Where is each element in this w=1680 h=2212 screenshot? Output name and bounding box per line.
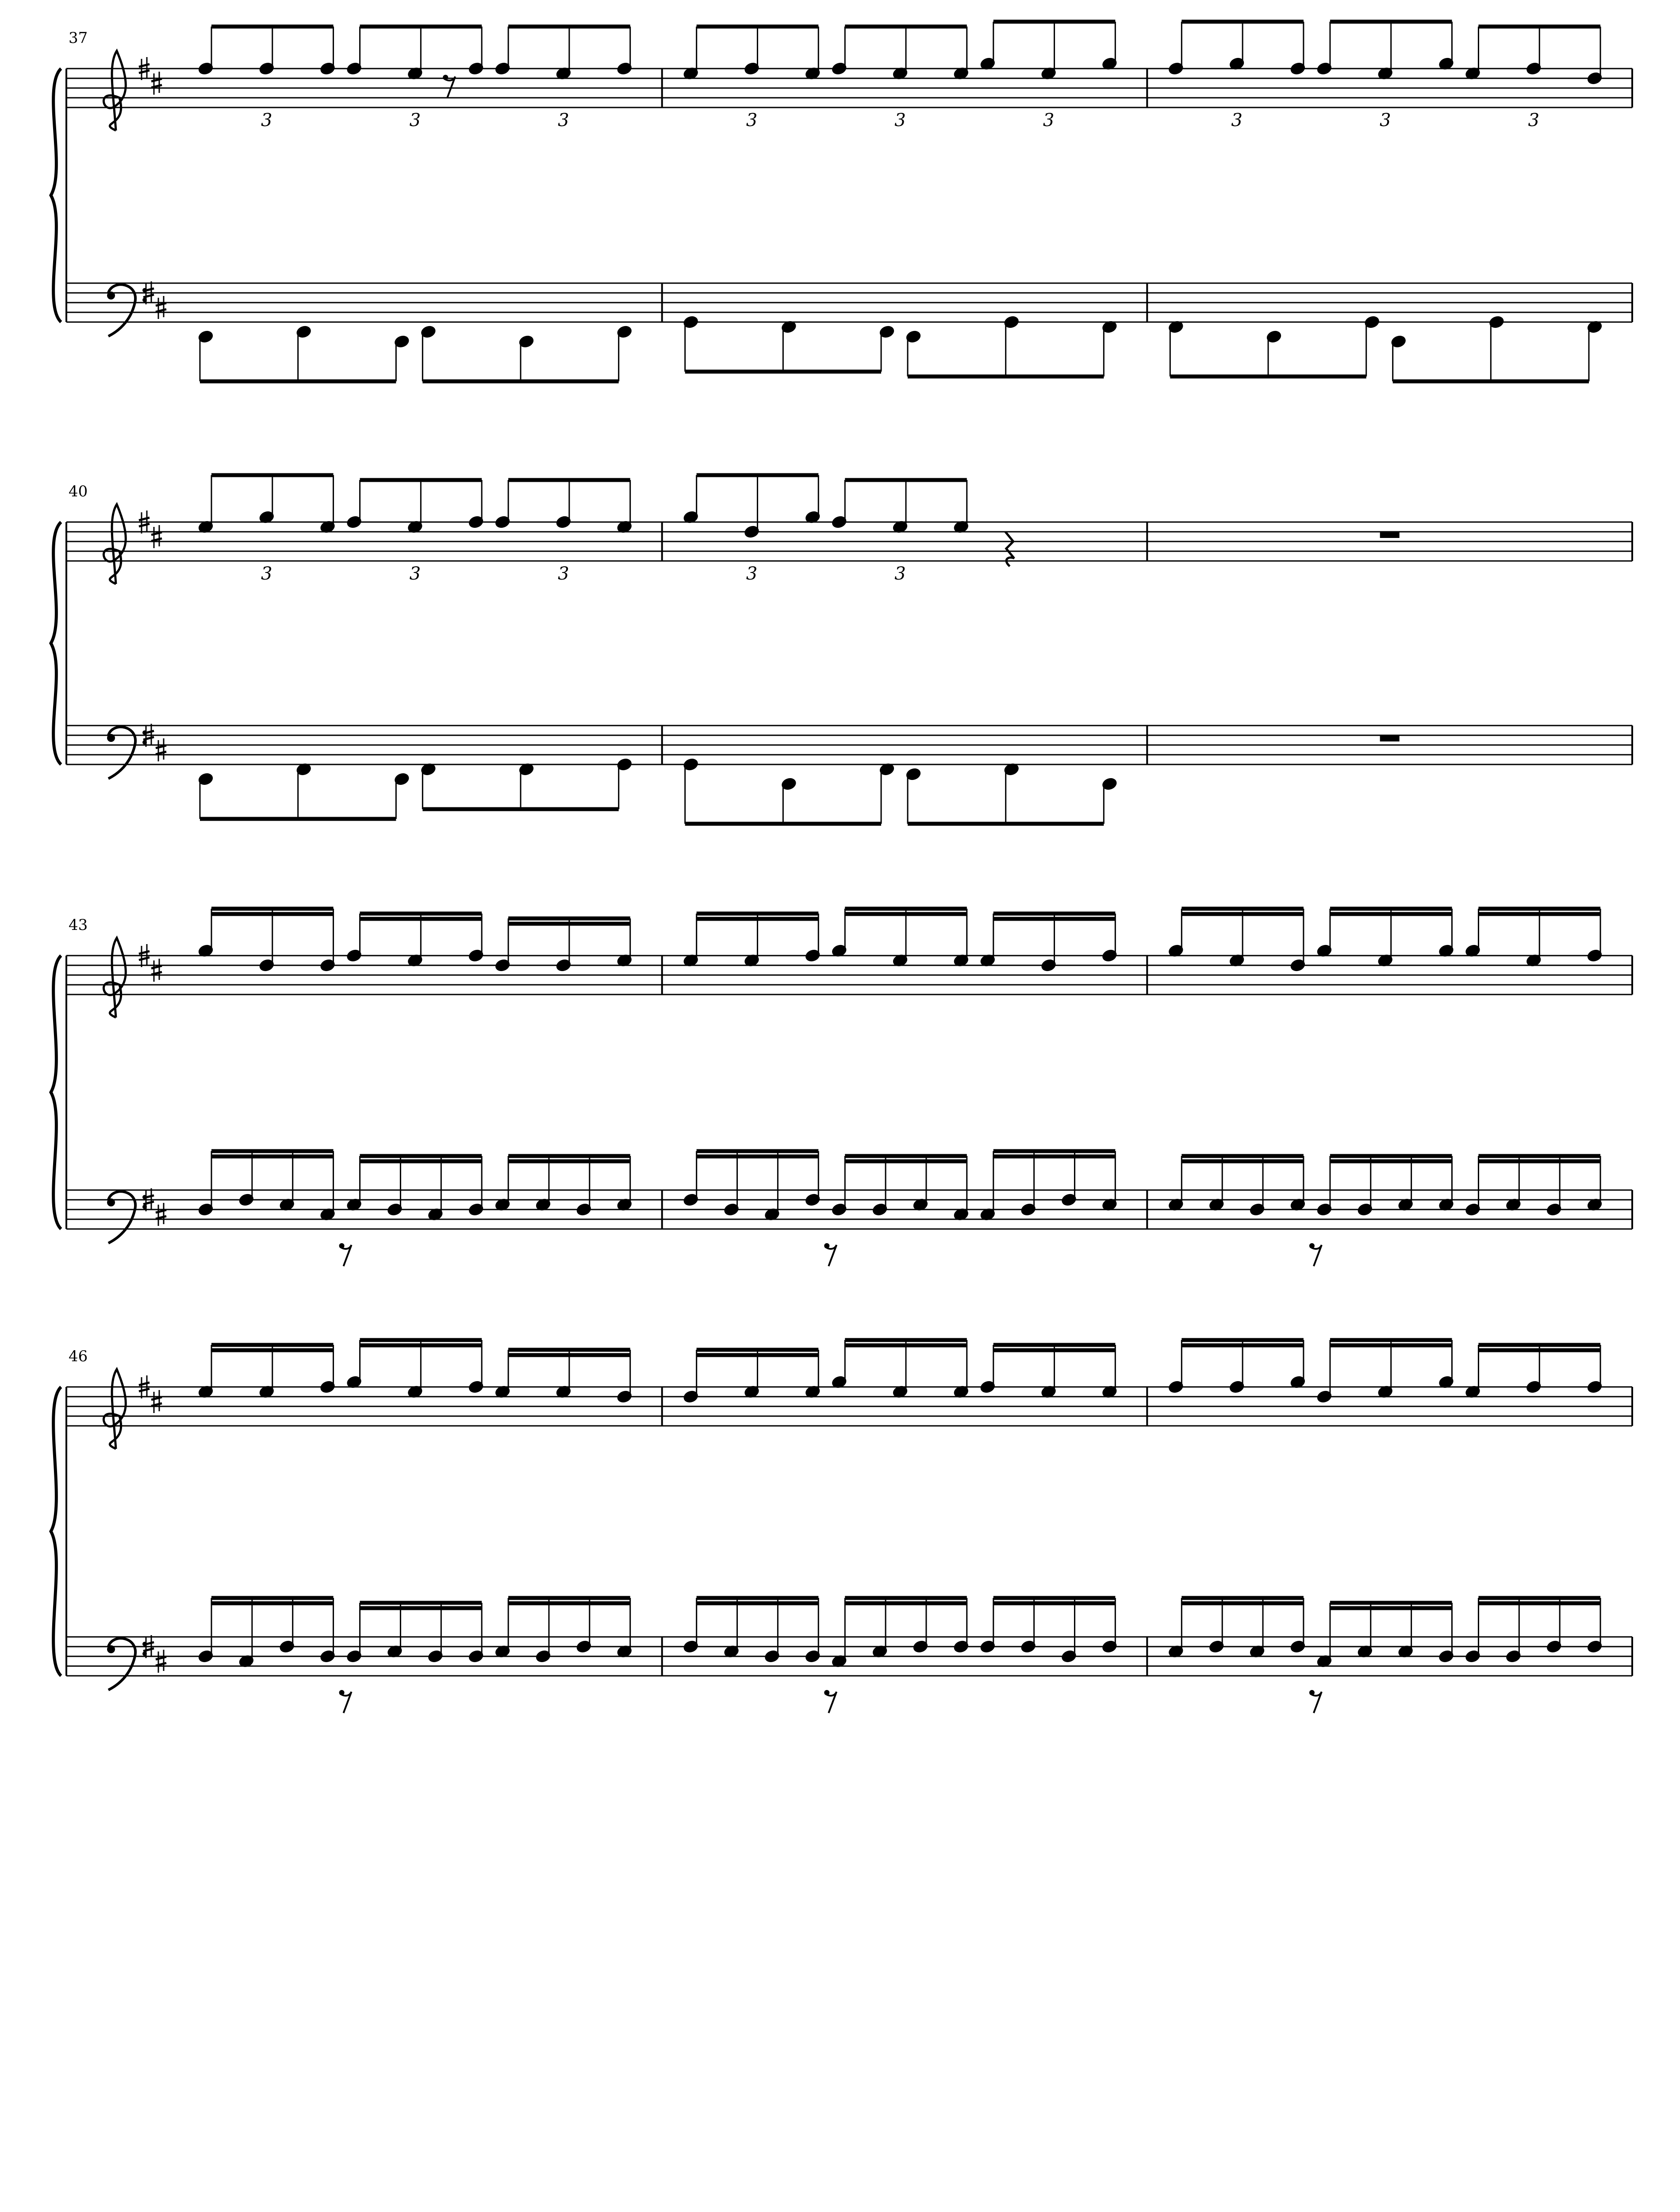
- tuplet-number: 3: [746, 110, 758, 131]
- tuplet-number: 3: [894, 564, 906, 584]
- treble-clef-icon: [104, 938, 126, 1018]
- sharp-stroke: [156, 1657, 166, 1659]
- sharp-stroke: [143, 295, 154, 297]
- sharp-stroke: [151, 538, 162, 541]
- eighth-rest-dot: [1309, 1690, 1315, 1695]
- tuplet-number: 3: [261, 110, 272, 131]
- sharp-stroke: [139, 518, 150, 520]
- system-brace: [51, 1387, 61, 1676]
- sharp-stroke: [156, 1210, 166, 1213]
- sharp-stroke: [139, 70, 150, 73]
- sharp-stroke: [151, 966, 162, 968]
- measure: [683, 909, 1117, 1266]
- tuplet-number: 3: [894, 110, 906, 131]
- system-brace: [51, 69, 61, 322]
- eighth-rest-dot: [824, 1243, 829, 1248]
- sharp-stroke: [151, 79, 162, 81]
- treble-clef-icon: [104, 1369, 126, 1449]
- sharp-stroke: [139, 524, 150, 526]
- sharp-stroke: [151, 85, 162, 88]
- sharp-stroke: [156, 1663, 166, 1666]
- bass-clef-dot: [107, 1198, 115, 1206]
- sharp-stroke: [143, 737, 154, 740]
- sharp-stroke: [151, 1397, 162, 1400]
- measure: [198, 909, 632, 1266]
- sharp-stroke: [156, 1216, 166, 1219]
- sharp-stroke: [143, 1648, 154, 1651]
- sharp-stroke: [151, 532, 162, 535]
- whole-rest-icon: [1380, 735, 1400, 741]
- eighth-rest-dot: [1309, 1243, 1315, 1248]
- measure: [1168, 22, 1602, 381]
- score-system: [51, 909, 1632, 1266]
- measure: [683, 22, 1117, 376]
- tuplet-number: 3: [1528, 110, 1539, 131]
- tuplet-number: 3: [746, 564, 758, 584]
- treble-clef-icon: [104, 51, 126, 131]
- sharp-stroke: [156, 309, 166, 312]
- measure: [683, 475, 1117, 824]
- sharp-stroke: [156, 303, 166, 306]
- sharp-stroke: [139, 64, 150, 67]
- system-brace: [51, 956, 61, 1229]
- sharp-stroke: [139, 1382, 150, 1385]
- eighth-rest-dot: [339, 1243, 345, 1248]
- sharp-stroke: [143, 1202, 154, 1204]
- measure: [683, 1340, 1117, 1713]
- tuplet-number: 3: [409, 564, 421, 584]
- sharp-stroke: [156, 752, 166, 754]
- measure: [198, 475, 632, 819]
- bass-clef-dot: [107, 1645, 115, 1653]
- sharp-stroke: [139, 951, 150, 954]
- tuplet-number: 3: [1379, 110, 1391, 131]
- measure: [198, 27, 632, 381]
- measure-number: 43: [69, 916, 88, 934]
- sharp-stroke: [139, 1389, 150, 1391]
- measure: [1380, 532, 1400, 741]
- treble-clef-icon: [104, 504, 126, 584]
- bass-clef-dot: [107, 734, 115, 742]
- system-brace: [51, 522, 61, 764]
- sharp-stroke: [139, 957, 150, 960]
- tuplet-number: 3: [558, 564, 569, 584]
- bass-clef-dot: [107, 292, 115, 300]
- score-system: [51, 1340, 1632, 1713]
- tuplet-number: 3: [409, 110, 421, 131]
- tuplet-number: 3: [1043, 110, 1055, 131]
- tuplet-number: 3: [558, 110, 569, 131]
- whole-rest-icon: [1380, 532, 1400, 538]
- tuplet-number: 3: [261, 564, 272, 584]
- measure-number: 37: [69, 29, 88, 47]
- sharp-stroke: [151, 972, 162, 975]
- score-systems: [51, 22, 1632, 1713]
- score-system: [51, 22, 1632, 381]
- eighth-rest-dot: [443, 75, 448, 80]
- sharp-stroke: [151, 1403, 162, 1406]
- measure-number: 40: [69, 483, 88, 500]
- tuplet-number: 3: [1231, 110, 1243, 131]
- measure: [198, 1340, 632, 1713]
- sharp-stroke: [156, 745, 166, 748]
- score-system: [51, 475, 1632, 824]
- measure-number: 46: [69, 1348, 88, 1365]
- eighth-rest-dot: [339, 1690, 345, 1695]
- measure: [1168, 1340, 1602, 1713]
- eighth-rest-dot: [824, 1690, 829, 1695]
- measure: [1168, 909, 1602, 1266]
